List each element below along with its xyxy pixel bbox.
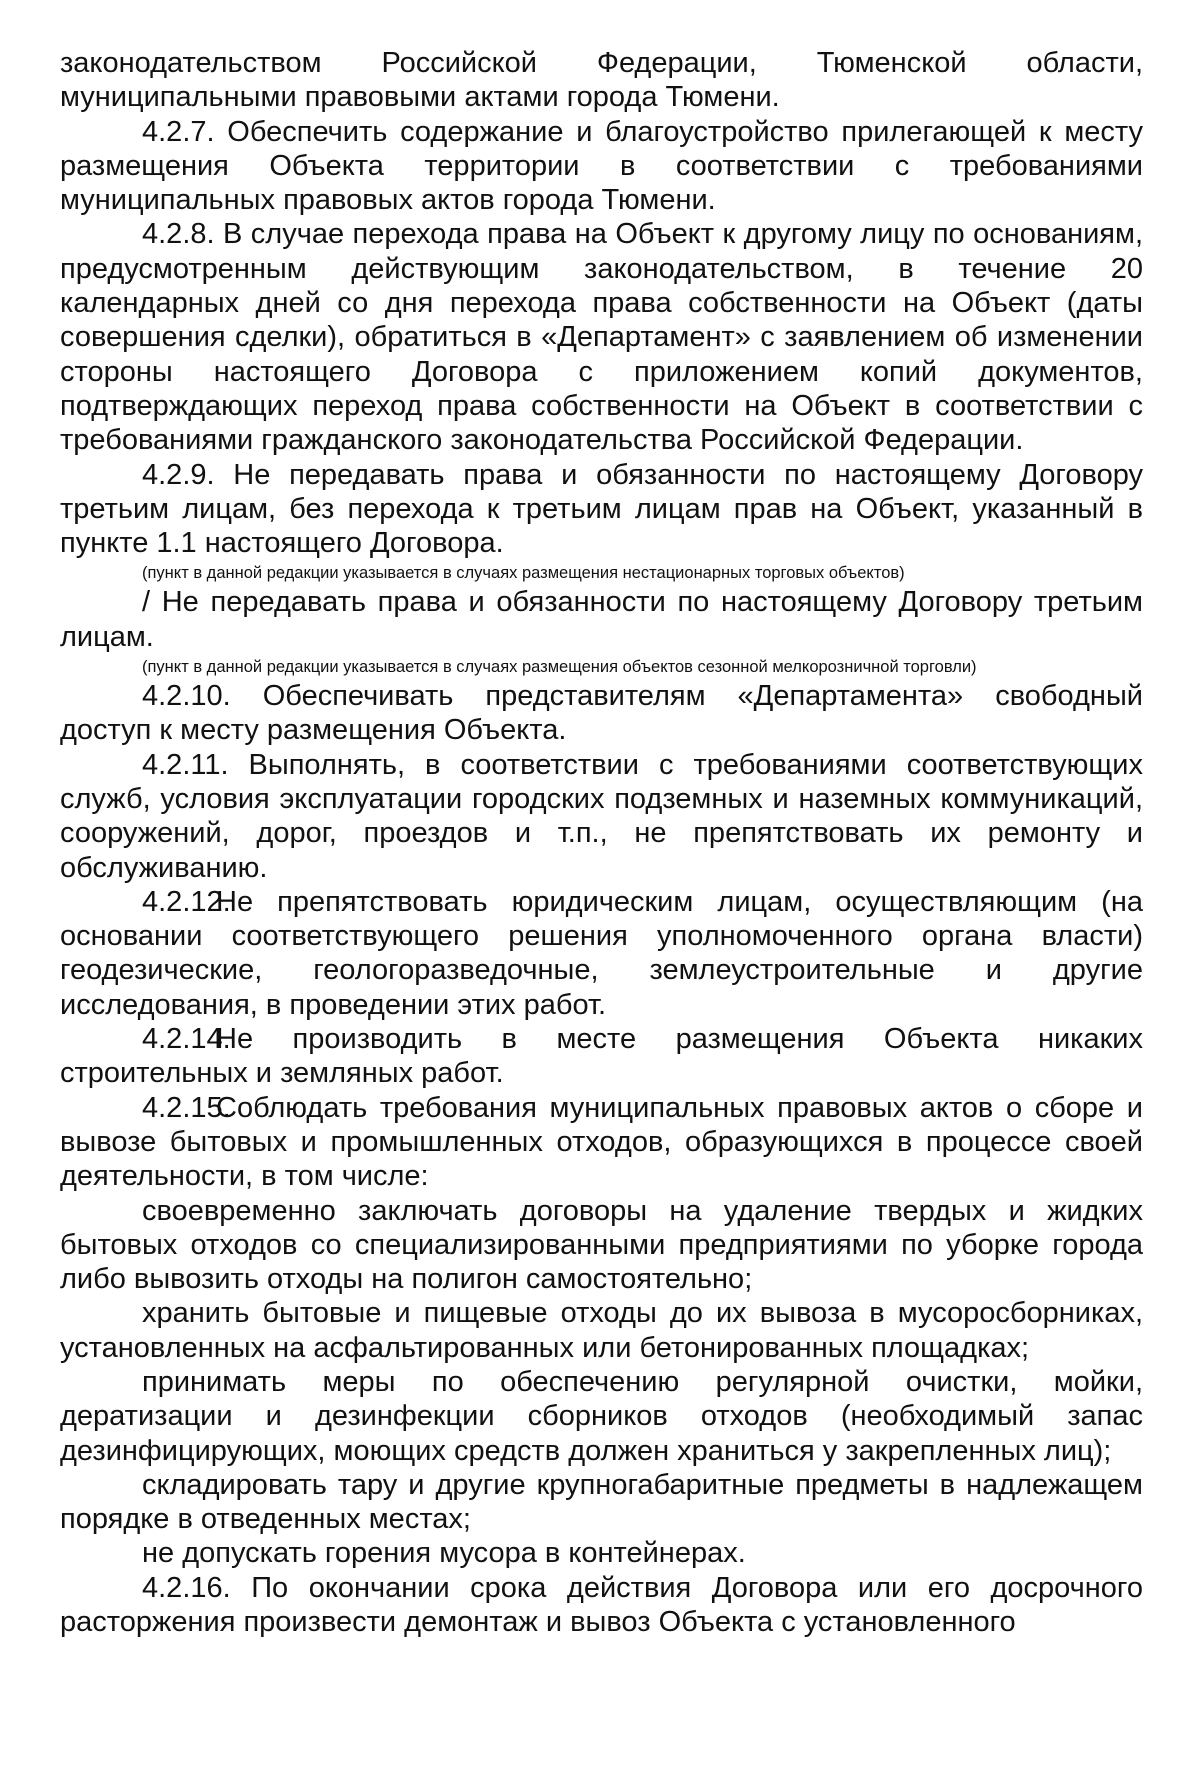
clause-number: 4.2.15. [142,1091,231,1124]
subclause-disinfection: принимать меры по обеспечению регулярной очистки, мойки, дератизации и дезинфекции сборников отходов (необходимый запас дезинфицирующих, моющих средств должен храниться у закрепленных лиц); [60,1365,1143,1467]
subclause-containers: складировать тару и другие крупногабаритные предметы в надлежащем порядке в отведенных местах; [60,1468,1143,1536]
clause-number: 4.2.12. [142,885,231,918]
clause-4-2-12 [60,885,1143,1022]
clause-4-2-15 [60,1091,1143,1194]
clause-4-2-10: 4.2.10. Обеспечивать представителям «Департамента» свободный доступ к месту размещения Объекта. [60,680,1143,747]
footnote-nonstationary: (пункт в данной редакции указывается в случаях размещения нестационарных торговых объектов) [142,564,905,583]
clause-4-2-16: 4.2.16. По окончании срока действия Договора или его досрочного расторжения произвести демонтаж и вывоз Объекта с установленного [60,1571,1143,1639]
subclause-burning: не допускать горения мусора в контейнерах. [142,1537,746,1570]
clause-text: Не производить в месте размещения Объекта никаких строительных и земляных работ. [60,1023,1143,1090]
footnote-seasonal: (пункт в данной редакции указывается в случаях размещения объектов сезонной мелкорозничной торговли) [142,658,977,677]
subclause-contracts: своевременно заключать договоры на удаление твердых и жидких бытовых отходов со специализированными предприятиями по уборке города либо вывозить отходы на полигон самостоятельно; [60,1194,1143,1296]
clause-text: Соблюдать требования муниципальных правовых актов о сборе и вывозе бытовых и промышленных отходов, образующихся в процессе своей деятельности, в том числе: [60,1091,1143,1193]
clause-4-2-14 [60,1022,1143,1091]
clause-4-2-11: 4.2.11. Выполнять, в соответствии с требованиями соответствующих служб, условия эксплуатации городских подземных и наземных коммуникаций, сооружений, дорог, проездов и т.п., не препятствовать их ремонту и обслуживанию. [60,748,1143,884]
clause-text: Не препятствовать юридическим лицам, осуществляющим (на основании соответствующего решения уполномоченного органа власти) геодезические, геологоразведочные, землеустроительные и другие исследования, в проведении этих работ. [60,885,1143,1021]
clause-number: 4.2.14. [142,1023,231,1056]
clause-4-2-9-alternative: / Не передавать права и обязанности по настоящему Договору третьим лицам. [60,586,1143,653]
clause-4-2-8: 4.2.8. В случае перехода права на Объект к другому лицу по основаниям, предусмотренным действующим законодательством, в течение 20 календарных дней со дня перехода права собственности на Объект (даты совершения сделки), обратиться в «Департамент» с заявлением об изменении стороны настоящего Договора с приложением копий документов, подтверждающих переход права собственности на Объект в соответствии с требованиями гражданского законодательства Российской Федерации. [60,218,1143,457]
clause-4-2-9: 4.2.9. Не передавать права и обязанности по настоящему Договору третьим лицам, без перехода к третьим лицам прав на Объект, указанный в пункте 1.1 настоящего Договора. [60,458,1143,560]
document-body [60,46,1143,1639]
subclause-storage: хранить бытовые и пищевые отходы до их вывоза в мусоросборниках, установленных на асфальтированных или бетонированных площадках; [60,1297,1143,1364]
clause-4-2-7: 4.2.7. Обеспечить содержание и благоустройство прилегающей к месту размещения Объекта территории в соответствии с требованиями муниципальных правовых актов города Тюмени. [60,115,1143,217]
paragraph-continuation: законодательством Российской Федерации, Тюменской области, муниципальными правовыми актами города Тюмени. [60,47,1143,114]
